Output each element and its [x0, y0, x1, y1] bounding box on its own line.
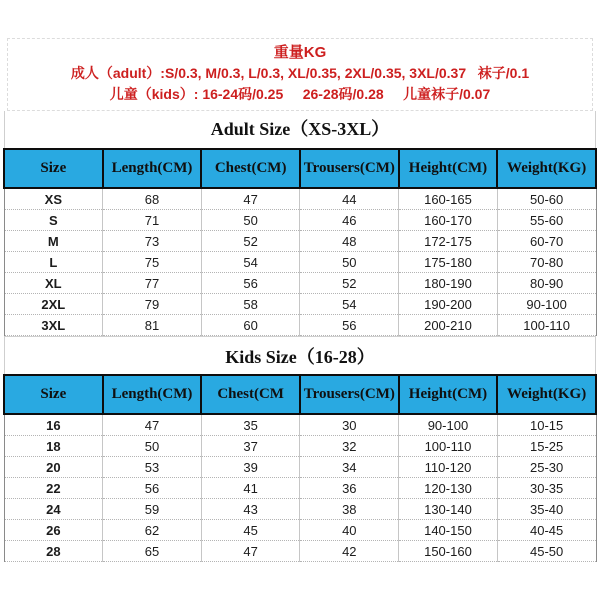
header-cell: Chest(CM [201, 375, 300, 414]
table-cell: 80-90 [497, 273, 596, 294]
table-cell: 81 [103, 315, 202, 336]
table-cell: XL [4, 273, 103, 294]
table-cell: 180-190 [399, 273, 498, 294]
table-cell: 65 [103, 541, 202, 562]
header-row [4, 149, 596, 188]
table-cell: 175-180 [399, 252, 498, 273]
table-row [4, 414, 596, 436]
table-cell: 47 [201, 541, 300, 562]
table-cell: 50-60 [497, 188, 596, 210]
table-cell: 48 [300, 231, 399, 252]
table-cell: 70-80 [497, 252, 596, 273]
table-cell: 90-100 [497, 294, 596, 315]
table-row [4, 457, 596, 478]
table-cell: XS [4, 188, 103, 210]
table-cell: 50 [201, 210, 300, 231]
table-cell: 2XL [4, 294, 103, 315]
table-cell: 41 [201, 478, 300, 499]
table-cell: 110-120 [399, 457, 498, 478]
table-row [4, 273, 596, 294]
table-cell: 100-110 [497, 315, 596, 336]
table-cell: 35 [201, 414, 300, 436]
table-cell: 45-50 [497, 541, 596, 562]
table-cell: 190-200 [399, 294, 498, 315]
table-cell: 35-40 [497, 499, 596, 520]
table-row [4, 294, 596, 315]
table-cell: M [4, 231, 103, 252]
table-cell: 34 [300, 457, 399, 478]
table-row [4, 436, 596, 457]
table-row [4, 499, 596, 520]
header-cell: Length(CM) [103, 375, 202, 414]
table-cell: L [4, 252, 103, 273]
adult-table-body [4, 188, 596, 336]
table-cell: 55-60 [497, 210, 596, 231]
table-row [4, 188, 596, 210]
header-cell: Length(CM) [103, 149, 202, 188]
table-cell: 200-210 [399, 315, 498, 336]
header-cell: Size [4, 149, 103, 188]
table-cell: 73 [103, 231, 202, 252]
table-cell: 77 [103, 273, 202, 294]
table-cell: 150-160 [399, 541, 498, 562]
adult-size-title: Adult Size（XS-3XL） [4, 111, 596, 148]
kids-table-header [4, 375, 596, 414]
table-cell: 59 [103, 499, 202, 520]
table-cell: 75 [103, 252, 202, 273]
table-cell: 140-150 [399, 520, 498, 541]
table-cell: 46 [300, 210, 399, 231]
table-cell: 10-15 [497, 414, 596, 436]
table-cell: 18 [4, 436, 103, 457]
table-row [4, 315, 596, 336]
table-cell: 30 [300, 414, 399, 436]
table-cell: 50 [103, 436, 202, 457]
table-cell: 39 [201, 457, 300, 478]
table-cell: 15-25 [497, 436, 596, 457]
table-cell: 100-110 [399, 436, 498, 457]
table-cell: 54 [201, 252, 300, 273]
table-cell: 172-175 [399, 231, 498, 252]
table-cell: 52 [300, 273, 399, 294]
table-cell: S [4, 210, 103, 231]
table-cell: 28 [4, 541, 103, 562]
table-cell: 58 [201, 294, 300, 315]
table-cell: 160-165 [399, 188, 498, 210]
table-cell: 40 [300, 520, 399, 541]
table-cell: 71 [103, 210, 202, 231]
table-cell: 160-170 [399, 210, 498, 231]
table-cell: 40-45 [497, 520, 596, 541]
header-row [4, 375, 596, 414]
table-cell: 25-30 [497, 457, 596, 478]
table-cell: 24 [4, 499, 103, 520]
table-cell: 52 [201, 231, 300, 252]
weight-info-box [7, 38, 593, 111]
table-cell: 56 [300, 315, 399, 336]
table-cell: 130-140 [399, 499, 498, 520]
table-cell: 56 [201, 273, 300, 294]
header-cell: Chest(CM) [201, 149, 300, 188]
header-cell: Height(CM) [399, 375, 498, 414]
table-row [4, 231, 596, 252]
table-cell: 3XL [4, 315, 103, 336]
table-cell: 26 [4, 520, 103, 541]
header-cell: Weight(KG) [497, 149, 596, 188]
table-cell: 54 [300, 294, 399, 315]
table-cell: 42 [300, 541, 399, 562]
kids-table-body [4, 414, 596, 562]
table-cell: 56 [103, 478, 202, 499]
table-cell: 62 [103, 520, 202, 541]
kids-size-table [3, 374, 597, 562]
table-cell: 47 [103, 414, 202, 436]
weight-title: 重量KG [273, 44, 327, 61]
table-cell: 79 [103, 294, 202, 315]
header-cell: Size [4, 375, 103, 414]
table-cell: 120-130 [399, 478, 498, 499]
table-row [4, 210, 596, 231]
table-row [4, 478, 596, 499]
table-cell: 32 [300, 436, 399, 457]
table-cell: 90-100 [399, 414, 498, 436]
table-cell: 60 [201, 315, 300, 336]
header-cell: Height(CM) [399, 149, 498, 188]
header-cell: Trousers(CM) [300, 149, 399, 188]
header-cell: Weight(KG) [497, 375, 596, 414]
table-cell: 38 [300, 499, 399, 520]
adult-table-header [4, 149, 596, 188]
table-cell: 60-70 [497, 231, 596, 252]
table-row [4, 541, 596, 562]
table-cell: 68 [103, 188, 202, 210]
table-cell: 36 [300, 478, 399, 499]
table-cell: 43 [201, 499, 300, 520]
table-row [4, 252, 596, 273]
table-cell: 45 [201, 520, 300, 541]
header-cell: Trousers(CM) [300, 375, 399, 414]
table-row [4, 520, 596, 541]
table-cell: 30-35 [497, 478, 596, 499]
adult-size-table [3, 148, 597, 336]
table-cell: 53 [103, 457, 202, 478]
table-cell: 20 [4, 457, 103, 478]
table-cell: 16 [4, 414, 103, 436]
table-cell: 50 [300, 252, 399, 273]
table-cell: 37 [201, 436, 300, 457]
table-cell: 22 [4, 478, 103, 499]
kids-size-title: Kids Size（16-28） [4, 336, 596, 374]
table-cell: 47 [201, 188, 300, 210]
adult-weight-line: 成人（adult）:S/0.3, M/0.3, L/0.3, XL/0.35, 2XL/0.35, 3XL/0.37 袜子/0.1 [70, 65, 530, 81]
table-cell: 44 [300, 188, 399, 210]
kids-weight-line: 儿童（kids）: 16-24码/0.25 26-28码/0.28 儿童袜子/0.07 [109, 86, 491, 102]
